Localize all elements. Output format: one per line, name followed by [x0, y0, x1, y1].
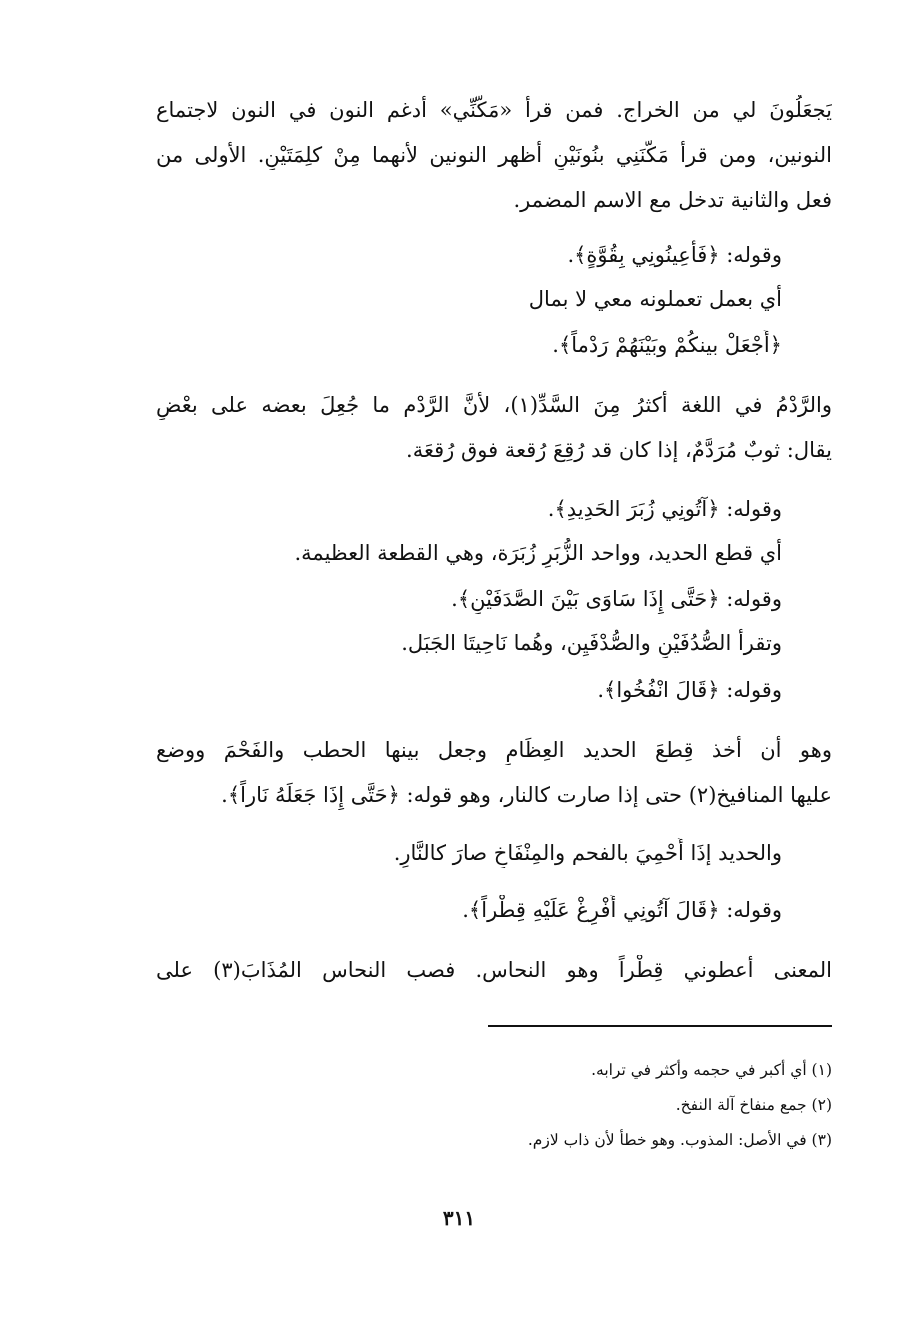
page-number: ٣١١ — [442, 1206, 476, 1230]
body-line: يَجعَلُونَ لي من الخراج. فمن قرأ «مَكَّنِّي» أدغم النون في النون لاجتماع — [156, 98, 832, 122]
footnote: (١) أي أكبر في حجمه وأكثر في ترابه. — [591, 1061, 832, 1079]
body-line: فعل والثانية تدخل مع الاسم المضمر. — [513, 188, 832, 212]
footnote: (٣) في الأصل: المذوب. وهو خطأ لأن ذاب لازم. — [527, 1131, 832, 1149]
body-line: وهو أن أخذ قِطعَ الحديد العِظَامِ وجعل بينها الحطب والفَحْمَ ووضع — [156, 738, 832, 762]
body-line: عليها المنافيخ(٢) حتى إذا صارت كالنار، وهو قوله: ﴿حَتَّى إِذَا جَعَلَهُ نَاراً﴾. — [221, 783, 832, 807]
footnote: (٢) جمع منفاخ آلة النفخ. — [675, 1096, 832, 1114]
body-line: يقال: ثوبٌ مُرَدَّمٌ، إذا كان قد رُقِعَ رُقعة فوق رُقعَة. — [406, 438, 832, 462]
body-line: وقوله: ﴿حَتَّى إِذَا سَاوَى بَيْنَ الصَّدَفَيْنِ﴾. — [451, 587, 782, 611]
body-line: والحديد إذَا أُحْمِيَ بالفحم والمِنْفَاخِ صارَ كالنَّارِ. — [393, 841, 782, 865]
body-line: وقوله: ﴿فَأَعِينُونِي بِقُوَّةٍ﴾. — [567, 243, 782, 267]
body-line: والرَّدْمُ في اللغة أكثرُ مِنَ السَّدِّ(١)، لأنَّ الرَّدْم ما جُعِلَ بعضه على بعْضٍ — [156, 393, 832, 417]
body-line: ﴿أَجْعَلْ بينكُمْ وبَيْنَهُمْ رَدْماً﴾. — [552, 333, 782, 357]
body-line: أي بعمل تعملونه معي لا بمال — [528, 287, 782, 311]
body-line: أي قطع الحديد، وواحد الزُّبَرِ زُبَرَة، وهي القطعة العظيمة. — [294, 541, 782, 565]
body-line: النونين، ومن قرأ مَكَّنَنِي بنُونَيْنِ أظهر النونين لأنهما مِنْ كلِمَتَيْنِ. الأولى من — [156, 143, 832, 167]
body-line: المعنى أعطوني قِطْراً وهو النحاس. فصب النحاس المُذَابَ(٣) على — [156, 958, 832, 982]
body-line: وقوله: ﴿آتُونِي زُبَرَ الحَدِيدِ﴾. — [547, 497, 782, 521]
body-line: وتقرأ الصُّدُفَيْنِ والصُّدْفَيِن، وهُما نَاحِيتَا الجَبَل. — [401, 631, 782, 655]
body-line: وقوله: ﴿قَالَ آتُونِي أُفْرِغْ عَلَيْهِ قِطْراً﴾. — [462, 898, 782, 922]
footnote-divider — [488, 1025, 832, 1027]
body-line: وقوله: ﴿قَالَ انْفُخُوا﴾. — [597, 678, 782, 702]
